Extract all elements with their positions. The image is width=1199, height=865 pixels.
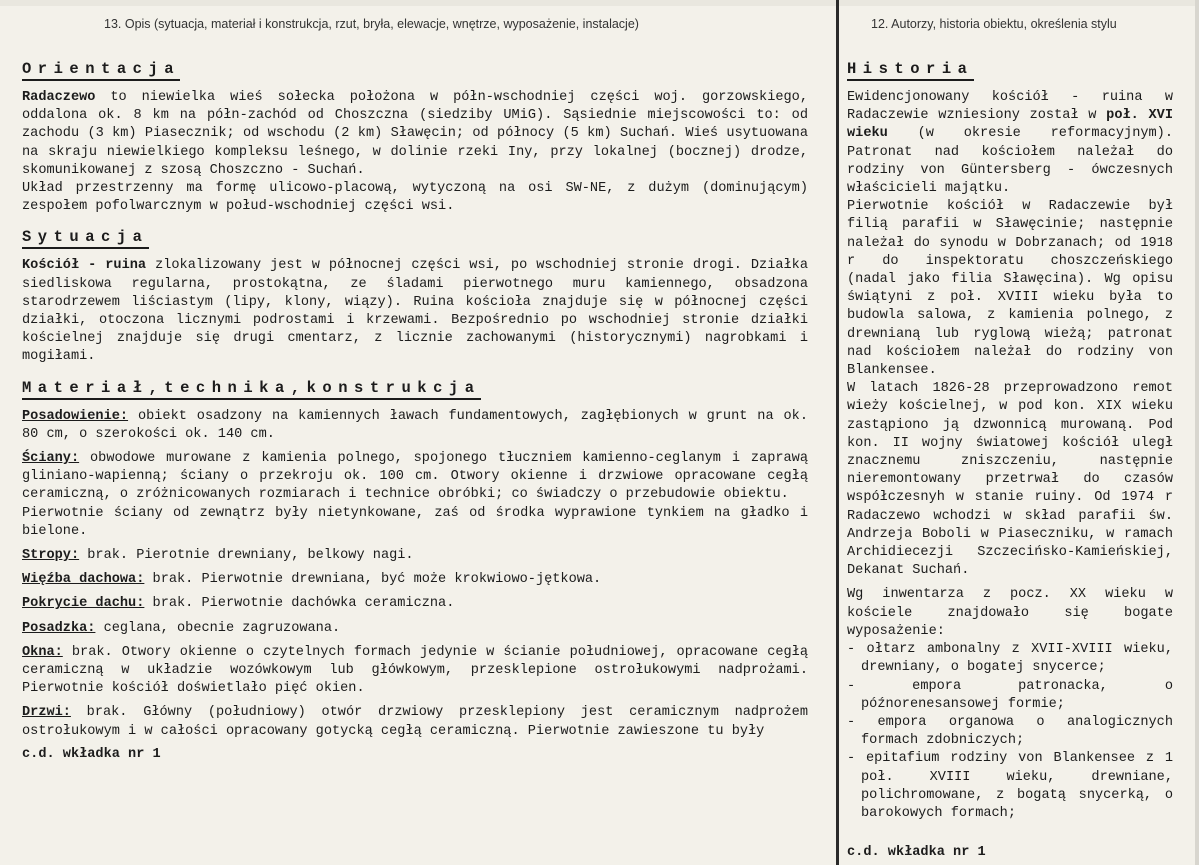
okna-text: brak. Otwory okienne o czytelnych formach jedynie w ścianie południowej, opracowane cegłą ceramiczną w układzie wozówkowym lub główkowym, przesklepione ostrołukowymi nadprożami. Pierwotnie kościół doświetlało pięć okien. xyxy=(22,644,808,697)
historia-text-1a: Ewidencjonowany kościół - ruina w Radaczewie wzniesiony został w xyxy=(847,90,1173,124)
sciany-paragraph-2: Pierwotnie ściany od zewnątrz były nietynkowane, zaś od środka wyprawione tynkiem na gładko i bielone. xyxy=(22,505,808,539)
left-column xyxy=(22,60,808,762)
okna-label: Okna: xyxy=(22,644,63,660)
sciany-paragraph xyxy=(22,450,808,505)
stropy-text: brak. Pierotnie drewniany, belkowy nagi. xyxy=(79,548,414,564)
list-item: - epitafium rodziny von Blankensee z 1 poł. XVIII wieku, drewniane, polichromowane, z bogatą snycerką, o barokowych formach; xyxy=(847,751,1173,821)
heading-sytuacja: Sytuacja xyxy=(22,228,149,249)
orientacja-paragraph-2: Układ przestrzenny ma formę ulicowo-placową, wytyczoną na osi SW-NE, z dużym (dominującym) zespołem pofolwarcznym w połud-wschodniej części wsi. xyxy=(22,181,808,215)
list-item: - ołtarz ambonalny z XVII-XVIII wieku, drewniany, o bogatej snycerce; xyxy=(847,642,1173,676)
page-right-edge xyxy=(1195,0,1199,865)
posadzka-label: Posadzka: xyxy=(22,620,96,636)
pokrycie-paragraph xyxy=(22,595,808,613)
heading-historia: Historia xyxy=(847,60,974,81)
sytuacja-paragraph xyxy=(22,257,808,366)
posadzka-paragraph xyxy=(22,620,808,638)
historia-text-1b: (w okresie reformacyjnym). Patronat nad kościołem należał do rodziny von Güntersberg - ówczesnych właścicieli majątku. xyxy=(847,126,1173,197)
right-continued-note: c.d. wkładka nr 1 xyxy=(847,845,986,861)
pokrycie-text: brak. Pierwotnie dachówka ceramiczna. xyxy=(144,596,455,612)
sytuacja-text: zlokalizowany jest w północnej części wsi, po wschodniej stronie drogi. Działka siedliskowa regularna, prostokątna, ze śladami pierwotnego muru kamiennego, obsadzona starodrzewem liściastym (lipy, klony, wiązy). Ruina kościoła znajduje się w północnej części działki, otoczona licznymi podrostami i krzewami. Bezpośrednio po wschodniej stronie działki kościelnej znajduje się drugi cmentarz, z licznie zachowanymi (historycznymi) nagrobkami i mogiłami. xyxy=(22,258,808,365)
sytuacja-object-name: Kościół - ruina xyxy=(22,258,147,274)
posadzka-text: ceglana, obecnie zagruzowana. xyxy=(95,620,341,636)
wiezba-label: Więźba dachowa: xyxy=(22,572,145,588)
posadowienie-label: Posadowienie: xyxy=(22,408,129,424)
posadowienie-text: obiekt osadzony na kamiennych ławach fundamentowych, zagłębionych w grunt na ok. 80 cm, o szerokości ok. 140 cm. xyxy=(22,408,808,442)
page-top-edge xyxy=(0,0,1199,6)
sciany-text: obwodowe murowane z kamienia polnego, spojonego tłuczniem kamienno-ceglanym i zaprawą gliniano-wapienną; ściany o przekroju ok. 100 cm. Otwory okienne i drzwiowe opracowane cegłą ceramiczną, o zróżnicowanych rozmiarach i technice obróbki; co świadczy o przebudowie obiektu. xyxy=(22,451,808,503)
orientacja-paragraph-1 xyxy=(22,89,808,180)
column-divider xyxy=(836,0,839,865)
okna-paragraph xyxy=(22,644,808,699)
heading-orientacja: Orientacja xyxy=(22,60,180,81)
stropy-paragraph xyxy=(22,547,808,565)
heading-material: Materiał,technika,konstrukcja xyxy=(22,379,481,400)
orientacja-text-1: to niewielka wieś sołecka położona w półn-wschodniej części woj. gorzowskiego, oddalona ok. 8 km na półn-zachód od Choszczna (siedziby UMiG). Sąsiednie miejscowości to: od zachodu (3 km) Piasecznik; od wschodu (2 km) Sławęcin; od północy (5 km) Suchań. Wieś usytuowana na skraju niewielkiego kompleksu leśnego, w dolinie rzeki Iny, przy lokalnej (bocznej) drodze, skomunikowanej z szosą Choszczno - Suchań. xyxy=(22,90,808,178)
sciany-label: Ściany: xyxy=(22,451,80,467)
drzwi-paragraph xyxy=(22,704,808,740)
historia-paragraph-1 xyxy=(847,89,1173,198)
section-12-header: 12. Autorzy, historia obiektu, określenia stylu xyxy=(871,17,1117,31)
wiezba-paragraph xyxy=(22,571,808,589)
historia-paragraph-4: Wg inwentarza z pocz. XX wieku w kościele znajdowało się bogate wyposażenie: xyxy=(847,587,1173,639)
historia-paragraph-3: W latach 1826-28 przeprowadzono remot wieży kościelnej, w pod kon. XIX wieku zastąpiono ją dzwonnicą murowaną. Pod kon. II wojny światowej kościół uległ znacznemu zniszczeniu, następnie nieremontowany przetrwał do czasów współczesnyh w stanie ruiny. Od 1974 r Radaczewo wchodzi w skład parafii św. Andrzeja Boboli w Piaseczniku, w ramach Archidiecezji Szczecińsko-Kamieńskiej, Dekanat Suchań. xyxy=(847,381,1173,579)
orientacja-village-name: Radaczewo xyxy=(22,90,96,105)
left-continued-note: c.d. wkładka nr 1 xyxy=(22,746,161,762)
right-column xyxy=(847,60,1173,860)
wiezba-text: brak. Pierwotnie drewniana, być może krokwiowo-jętkowa. xyxy=(144,572,602,588)
drzwi-label: Drzwi: xyxy=(22,705,71,721)
section-13-header: 13. Opis (sytuacja, materiał i konstrukcja, rzut, bryła, elewacje, wnętrze, wyposażenie, instalacje) xyxy=(104,17,639,31)
list-item: - empora patronacka, o późnorenesansowej formie; xyxy=(847,678,1173,712)
pokrycie-label: Pokrycie dachu: xyxy=(22,596,145,612)
stropy-label: Stropy: xyxy=(22,548,80,564)
posadowienie-paragraph xyxy=(22,408,808,444)
list-item: - empora organowa o analogicznych formach zdobniczych; xyxy=(847,714,1173,749)
historia-paragraph-2: Pierwotnie kościół w Radaczewie był filią parafii w Sławęcinie; następnie należał do synodu w Dobrzanach; od 1918 r do inspektoratu choszczeńskiego (nadal jako filia Sławęcina). Wg opisu świątyni z poł. XVIII wieku była to budowla salowa, z kamienia polnego, z drewnianą lub ryglową wieżą; patronat nad kościołem należał do rodziny von Blankensee. xyxy=(847,199,1173,379)
inventory-list xyxy=(847,641,1173,823)
historia-date-bold: poł. XVI wieku xyxy=(847,108,1174,142)
drzwi-text: brak. Główny (południowy) otwór drzwiowy przesklepiony jest ceramicznym nadprożem ostrołukowym i w całości opracowany gotycką cegłą ceramiczną. Pierwotnie zawieszone tu były xyxy=(22,705,808,739)
